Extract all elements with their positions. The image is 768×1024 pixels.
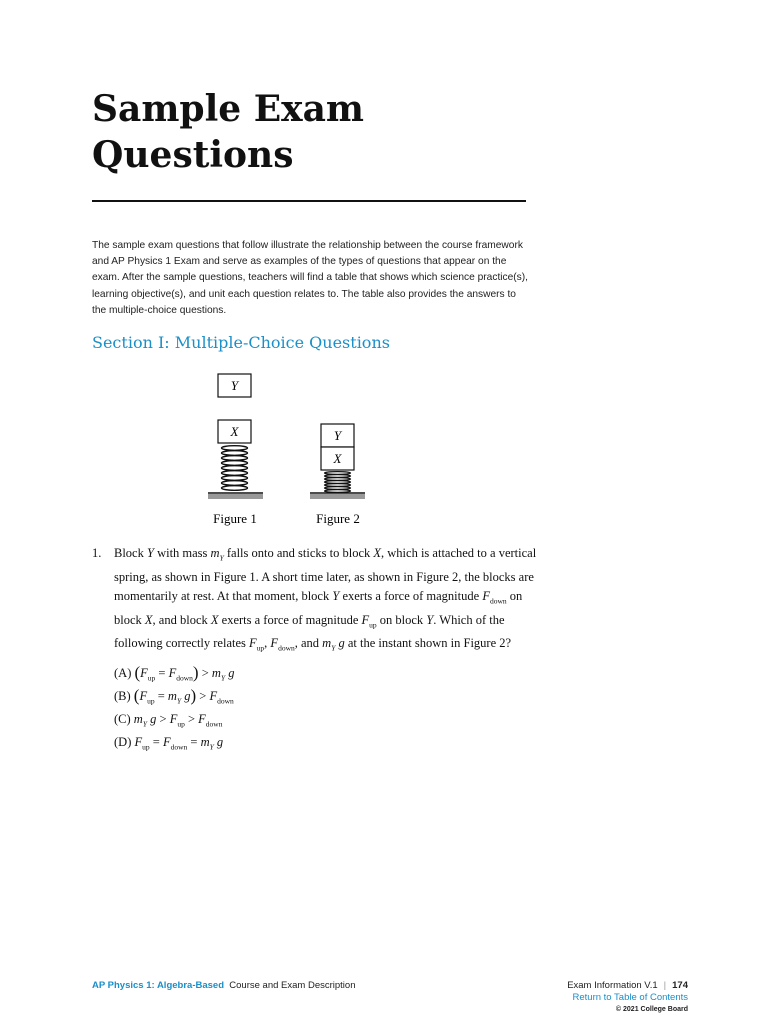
figure-1-caption: Figure 1 xyxy=(213,511,257,526)
footer-separator: | xyxy=(663,980,667,991)
title-divider xyxy=(92,200,526,202)
figure-1-spring xyxy=(222,446,248,491)
figure-2-caption: Figure 2 xyxy=(316,511,360,526)
figure-1 xyxy=(208,374,263,526)
page-title xyxy=(92,86,612,178)
section-heading: Section I: Multiple-Choice Questions xyxy=(92,333,390,352)
footer-section: Exam Information V.1 xyxy=(567,980,658,991)
footer-info xyxy=(567,980,688,1016)
spring-block-figure xyxy=(200,368,370,530)
page-number: 174 xyxy=(672,980,688,991)
figure-2-ground-shade xyxy=(310,494,365,499)
toc-link[interactable]: Return to Table of Contents xyxy=(572,992,688,1003)
title-line-2: Questions xyxy=(92,134,294,176)
question-stem: Block Y with mass $m_Y$ falls onto and sticks to block X, which is attached to a vertical spring, as shown in Figure 1. A short time later, as shown in Figure 2, the blocks are momentarily at rest. At that moment, block Y exerts a force of magnitude $F_{down}$ on block X, and block X exerts a force of magnitude $F_{up}$ on block Y. Which of the following correctly relates $F_{up}$, $F_{down}$, and $m_Y$ g at the instant shown in Figure 2? xyxy=(114,546,537,653)
intro-paragraph: The sample exam questions that follow illustrate the relationship between the course framework and AP Physics 1 Exam and serve as examples of the types of questions that appear on the exam. After the sample questions, teachers will find a table that shows which science practice(s), learning objective(s), and unit each question relates to. The table also provides the answers to the multiple-choice questions. xyxy=(92,240,529,316)
choice-c: (C) $m_Y$ $g > F_{up} > F_{down}$ xyxy=(114,712,223,729)
footer-course-name: AP Physics 1: Algebra-Based xyxy=(92,980,224,991)
question-1 xyxy=(92,544,542,658)
figure-1-block-y-label: Y xyxy=(230,378,239,393)
question-number: 1. xyxy=(92,546,102,560)
figure-1-block-x-label: X xyxy=(230,424,239,439)
footer-course xyxy=(92,980,355,991)
figure-2-block-y-label: Y xyxy=(333,428,342,443)
figure-2-spring xyxy=(325,472,351,493)
figure-2-block-x-label: X xyxy=(333,451,342,466)
footer-course-desc: Course and Exam Description xyxy=(229,980,356,991)
copyright: © 2021 College Board xyxy=(615,1006,688,1013)
title-line-1: Sample Exam xyxy=(92,88,365,130)
choice-d: (D) $F_{up} = F_{down} = m_Y$ g xyxy=(114,735,224,752)
answer-choices xyxy=(114,662,234,754)
choice-b: (B) ($F_{up} = m_Y$ $g) > F_{down}$ xyxy=(114,686,234,706)
choice-a: (A) $(F_{up} = F_{down}) > m_Y$ g xyxy=(114,663,235,683)
figure-1-ground-shade xyxy=(208,494,263,499)
figure-2 xyxy=(310,424,365,526)
